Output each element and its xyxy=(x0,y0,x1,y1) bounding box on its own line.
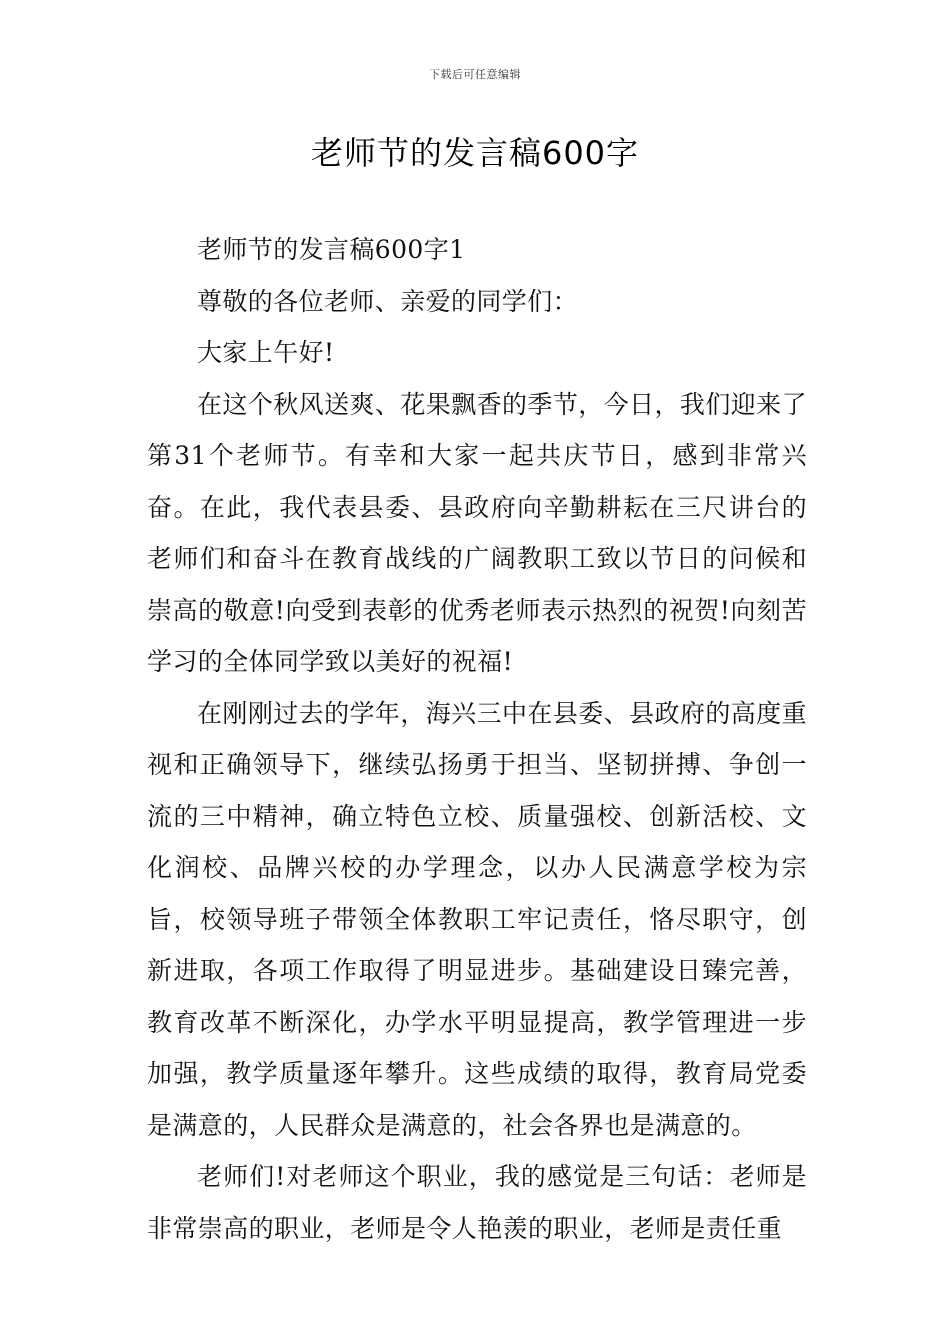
document-title: 老师节的发言稿600字 xyxy=(310,134,640,172)
paragraph: 在这个秋风送爽、花果飘香的季节，今日，我们迎来了第31个老师节。有幸和大家一起共庆节日，感到非常兴奋。在此，我代表县委、县政府向辛勤耕耘在三尺讲台的老师们和奋斗在教育战线的广阔教职工致以节日的问候和崇高的敬意!向受到表彰的优秀老师表示热烈的祝贺!向刻苦学习的全体同学致以美好的祝福! xyxy=(147,389,807,676)
document-body xyxy=(147,224,807,1254)
page-header-note: 下载后可任意编辑 xyxy=(429,68,521,81)
section-heading: 老师节的发言稿600字1 xyxy=(197,235,466,264)
salutation: 尊敬的各位老师、亲爱的同学们： xyxy=(197,286,579,316)
paragraph: 在刚刚过去的学年，海兴三中在县委、县政府的高度重视和正确领导下，继续弘扬勇于担当、坚韧拼搏、争创一流的三中精神，确立特色立校、质量强校、创新活校、文化润校、品牌兴校的办学理念，以办人民满意学校为宗旨，校领导班子带领全体教职工牢记责任，恪尽职守，创新进取，各项工作取得了明显进步。基础建设日臻完善，教育改革不断深化，办学水平明显提高，教学管理进一步加强，教学质量逐年攀升。这些成绩的取得，教育局党委是满意的，人民群众是满意的，社会各界也是满意的。 xyxy=(147,698,807,1140)
greeting: 大家上午好! xyxy=(197,338,335,367)
paragraph: 老师们!对老师这个职业，我的感觉是三句话：老师是非常崇高的职业，老师是令人艳羡的职业，老师是责任重 xyxy=(147,1162,807,1243)
